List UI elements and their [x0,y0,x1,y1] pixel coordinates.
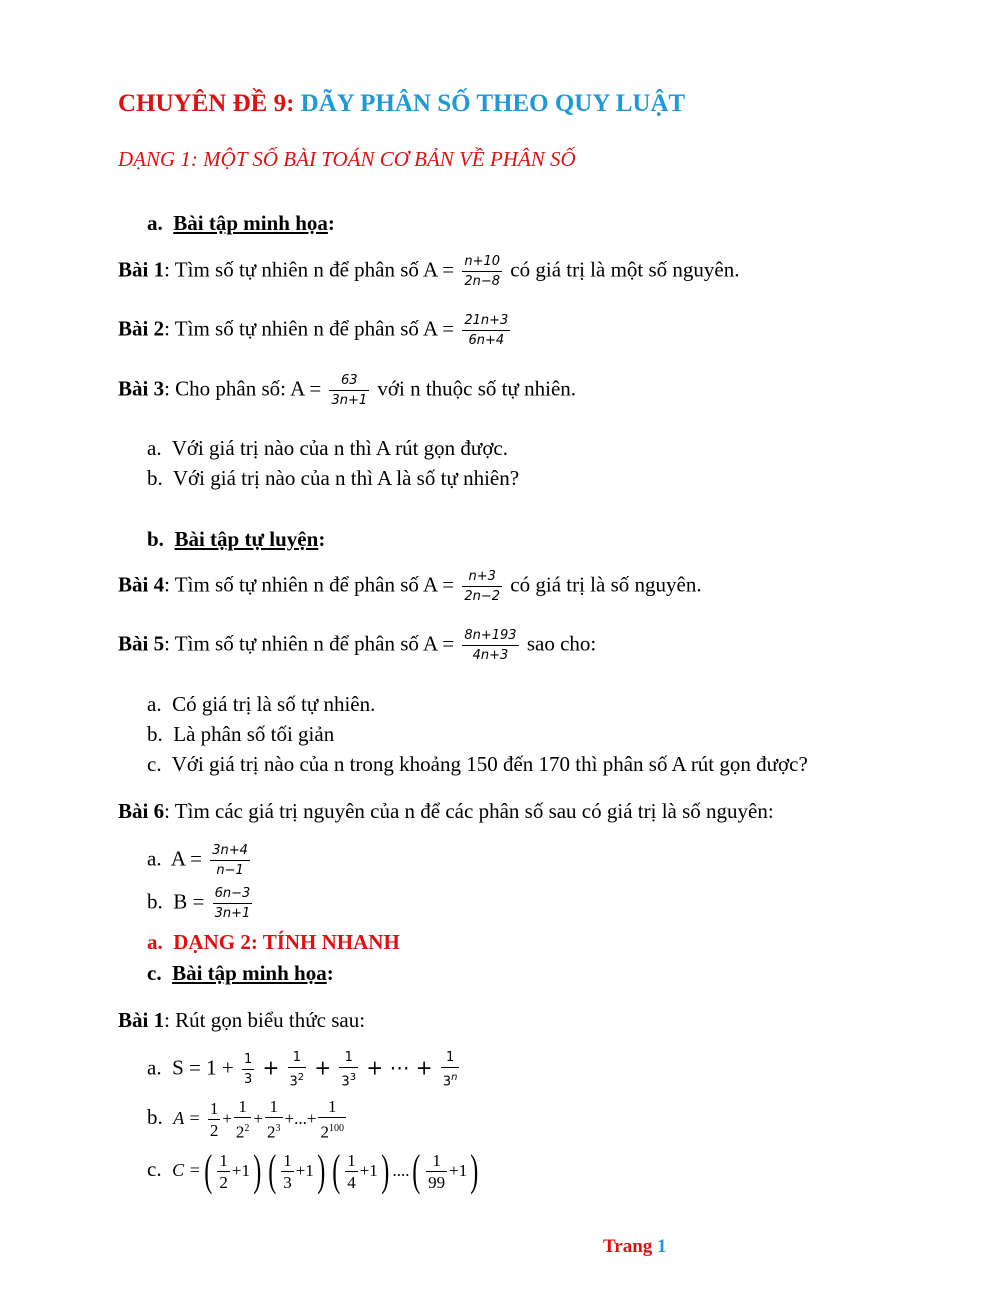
exponent: 3 [275,1123,281,1134]
denominator: n−1 [216,863,244,878]
denominator: 2n−2 [464,589,501,604]
expr-lhs: S = 1 + [172,1055,234,1080]
exponent: 2 [297,1072,305,1083]
list-item [147,752,808,777]
denominator [339,1068,358,1089]
expr-lhs: A = [170,846,203,871]
numerator: 1 [234,1097,252,1118]
bai3 [118,373,576,408]
numerator: 1 [283,1150,292,1170]
problem-label: Bài 1 [118,257,165,282]
plus-one: +1 [295,1160,314,1180]
dang2-title: DẠNG 2: TÍNH NHANH [173,930,400,954]
exponent: 3 [349,1072,357,1083]
section-c-heading [147,961,334,986]
right-paren: ) [317,1146,326,1195]
denominator [265,1118,283,1142]
denominator [288,1068,307,1089]
list-text: Có giá trị là số tự nhiên. [172,692,376,716]
list-item [147,692,375,717]
numerator: 1 [318,1097,346,1118]
bai6-a [147,843,253,878]
fraction [210,843,250,878]
section-label: Bài tập minh họa [172,961,327,985]
exponent: n [451,1072,458,1083]
right-paren: ) [381,1146,390,1195]
list-marker: a. [147,692,162,716]
bai4 [118,569,702,604]
fraction [234,1097,252,1142]
plus-sign: + [222,1109,232,1129]
problem-text: : Rút gọn biểu thức sau: [164,1008,366,1032]
ellipsis: + ⋯ + [366,1055,433,1080]
dang2-heading [147,930,400,955]
numerator: n+10 [462,254,502,272]
base: 2 [320,1122,329,1142]
denominator: 2 [219,1172,228,1192]
problem-text: : Tìm số tự nhiên n để phân số A = [164,572,455,597]
fraction [462,313,510,348]
problem-label: Bài 2 [118,316,165,341]
left-paren: ( [267,1146,276,1195]
numerator: 1 [288,1050,307,1068]
base: 2 [235,1122,245,1142]
section-colon: : [327,211,335,235]
denominator: 3 [243,1072,253,1088]
numerator: 1 [209,1098,219,1118]
numerator: 1 [441,1050,460,1068]
title-main: DÃY PHÂN SỐ THEO QUY LUẬT [300,90,686,117]
fraction [318,1097,346,1142]
fraction [441,1050,460,1089]
section-colon: : [318,527,326,551]
list-marker: b. [147,466,163,490]
denominator: 3n+1 [331,393,368,408]
denominator [318,1118,346,1142]
expr-a [147,1050,462,1089]
fraction [426,1151,447,1192]
problem-label: Bài 1 [118,1008,165,1032]
numerator: 3n+4 [210,843,250,861]
denominator [441,1068,460,1089]
fraction [217,1151,230,1192]
numerator: 21n+3 [462,313,510,331]
fraction [288,1050,307,1089]
numerator: 1 [426,1151,447,1172]
right-paren: ) [253,1146,262,1195]
left-paren: ( [204,1146,213,1195]
title-prefix: CHUYÊN ĐỀ 9: [118,90,295,117]
section-label: Bài tập minh họa [173,211,328,235]
list-item [147,722,334,747]
list-item [147,436,508,461]
denominator: 3n+1 [214,906,251,921]
list-marker: b. [147,1105,163,1130]
problem-text-end: với n thuộc số tự nhiên. [377,376,577,401]
base: 2 [267,1122,276,1142]
numerator: 6n−3 [213,886,253,904]
problem-text: : Tìm số tự nhiên n để phân số A = [164,257,455,282]
problem-label: Bài 3 [118,376,165,401]
expr-lhs: B = [173,889,205,914]
problem-text: : Cho phân số: A = [164,376,322,401]
denominator: 99 [428,1172,446,1192]
ellipsis: +...+ [284,1109,317,1129]
plus-one: +1 [449,1160,468,1180]
expr-lhs: C = [172,1159,201,1180]
problem-text: : Tìm số tự nhiên n để phân số A = [164,316,455,341]
list-marker: c. [147,752,162,776]
denominator: 6n+4 [468,333,505,348]
denominator [234,1118,252,1142]
base: 3 [341,1074,350,1090]
numerator: 63 [329,373,369,391]
section-colon: : [326,961,334,985]
list-marker: c. [147,1156,162,1181]
section-a-heading [147,211,335,236]
plus-sign: + [262,1055,280,1080]
problem-label: Bài 4 [118,572,165,597]
dang1-heading: DẠNG 1: MỘT SỐ BÀI TOÁN CƠ BẢN VỀ PHÂN SỐ [118,147,576,171]
problem-text: : Tìm số tự nhiên n để phân số A = [164,631,455,656]
list-marker: a. [147,846,162,871]
base: 3 [289,1074,298,1090]
list-marker: a. [147,930,163,954]
plus-one: +1 [359,1160,378,1180]
bai5 [118,628,596,663]
left-paren: ( [412,1146,421,1195]
bai6-b [147,886,255,921]
list-marker: a. [147,436,162,460]
plus-sign: + [253,1109,264,1129]
denominator: 4n+3 [472,648,509,663]
fraction [339,1050,358,1089]
right-paren: ) [470,1146,479,1195]
denominator: 3 [283,1172,292,1192]
list-item [147,466,519,491]
bai6 [118,799,774,824]
problem-text-end: sao cho: [526,631,597,656]
numerator: 1 [339,1050,358,1068]
fraction [462,628,518,663]
list-text: Với giá trị nào của n thì A là số tự nhiên? [172,466,520,490]
expr-c [147,1146,482,1195]
bai2 [118,313,513,348]
expr-b [147,1097,348,1142]
list-marker: b. [147,722,163,746]
base: 3 [442,1074,452,1090]
section-b-heading [147,527,325,552]
problem-text-end: có giá trị là một số nguyên. [510,257,740,282]
section-marker: a. [147,211,163,235]
list-text: Với giá trị nào của n trong khoảng 150 đến 170 thì phân số A rút gọn được? [171,752,808,776]
numerator: 1 [347,1150,356,1170]
page-footer [603,1236,667,1258]
bai1 [118,254,740,289]
ellipsis: .... [392,1160,410,1180]
fraction [345,1151,358,1192]
denominator: 2n−8 [464,274,501,289]
problem-text-end: có giá trị là số nguyên. [510,572,702,597]
list-marker: a. [147,1055,162,1080]
fraction [462,254,502,289]
problem-label: Bài 5 [118,631,165,656]
numerator: 1 [242,1052,254,1070]
list-marker: b. [147,889,163,914]
section-marker: c. [147,961,162,985]
fraction [462,569,502,604]
numerator: 1 [219,1150,228,1170]
numerator: 1 [265,1097,283,1118]
page-number: 1 [657,1236,667,1257]
denominator: 4 [347,1172,356,1192]
numerator: 8n+193 [462,628,518,646]
list-text: Là phân số tối giản [173,722,335,746]
list-text: Với giá trị nào của n thì A rút gọn được. [171,436,508,460]
dang2-bai1 [118,1008,365,1033]
plus-sign: + [314,1055,332,1080]
fraction [329,373,369,408]
problem-label: Bài 6 [118,799,165,823]
problem-text: : Tìm các giá trị nguyên của n để các phân số sau có giá trị là số nguyên: [164,799,774,823]
page-title [118,90,685,118]
fraction [213,886,253,921]
numerator: n+3 [462,569,502,587]
plus-one: +1 [231,1160,250,1180]
fraction [281,1151,294,1192]
exponent: 100 [328,1123,344,1134]
expr-lhs: A = [173,1108,201,1129]
fraction [208,1099,221,1140]
denominator: 2 [209,1120,219,1140]
exponent: 2 [244,1123,250,1134]
fraction [265,1097,283,1142]
footer-label: Trang [603,1236,653,1257]
section-marker: b. [147,527,164,551]
fraction [242,1052,254,1087]
section-label: Bài tập tự luyện [174,527,319,551]
left-paren: ( [331,1146,340,1195]
